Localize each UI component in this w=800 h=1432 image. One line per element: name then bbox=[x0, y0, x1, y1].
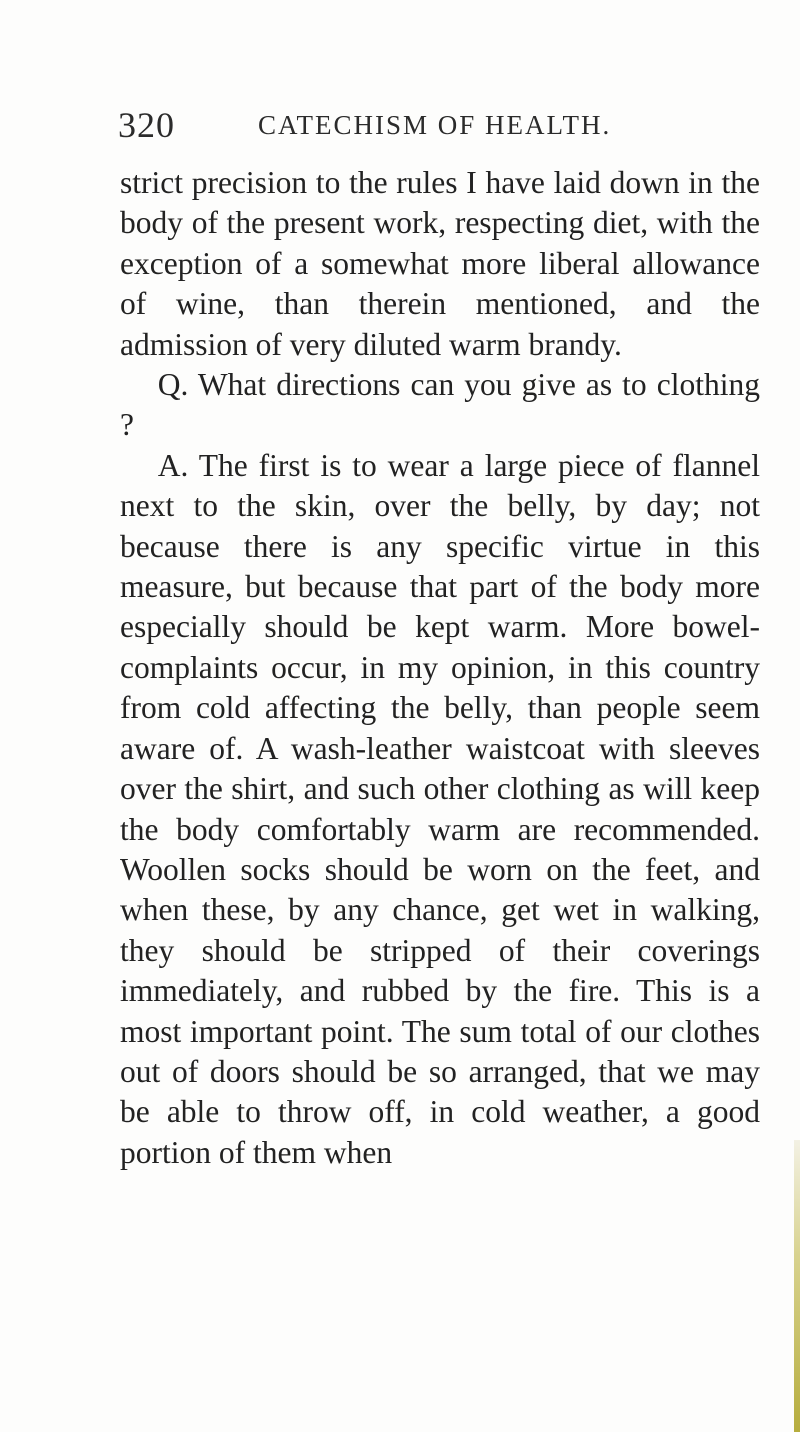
page-header bbox=[118, 104, 758, 156]
body-text bbox=[120, 163, 760, 1173]
paragraph-continuation: strict precision to the rules I have laid down in the body of the present work, respecting diet, with the exception of a somewhat more liberal allowance of wine, than therein mentioned, and the admission of very diluted warm brandy. bbox=[120, 165, 760, 362]
paragraph-question: Q. What directions can you give as to clothing ? bbox=[120, 367, 760, 443]
page-number: 320 bbox=[118, 105, 175, 145]
paragraph-answer: A. The first is to wear a large piece of flannel next to the skin, over the belly, by day; not because there is any specific virtue in this measure, but because that part of the body more especially should be kept warm. More bowel-complaints occur, in my opinion, in this country from cold affecting the belly, than people seem aware of. A wash-leather waistcoat with sleeves over the shirt, and such other clothing as will keep the body comfortably warm are recommended. Woollen socks should be worn on the feet, and when these, by any chance, get wet in walking, they should be stripped of their coverings immediately, and rubbed by the fire. This is a most important point. The sum total of our clothes out of doors should be so arranged, that we may be able to throw off, in cold weather, a good portion of them when bbox=[120, 447, 760, 1170]
page-edge-stain bbox=[794, 1140, 800, 1432]
running-head: CATECHISM OF HEALTH. bbox=[258, 110, 612, 140]
